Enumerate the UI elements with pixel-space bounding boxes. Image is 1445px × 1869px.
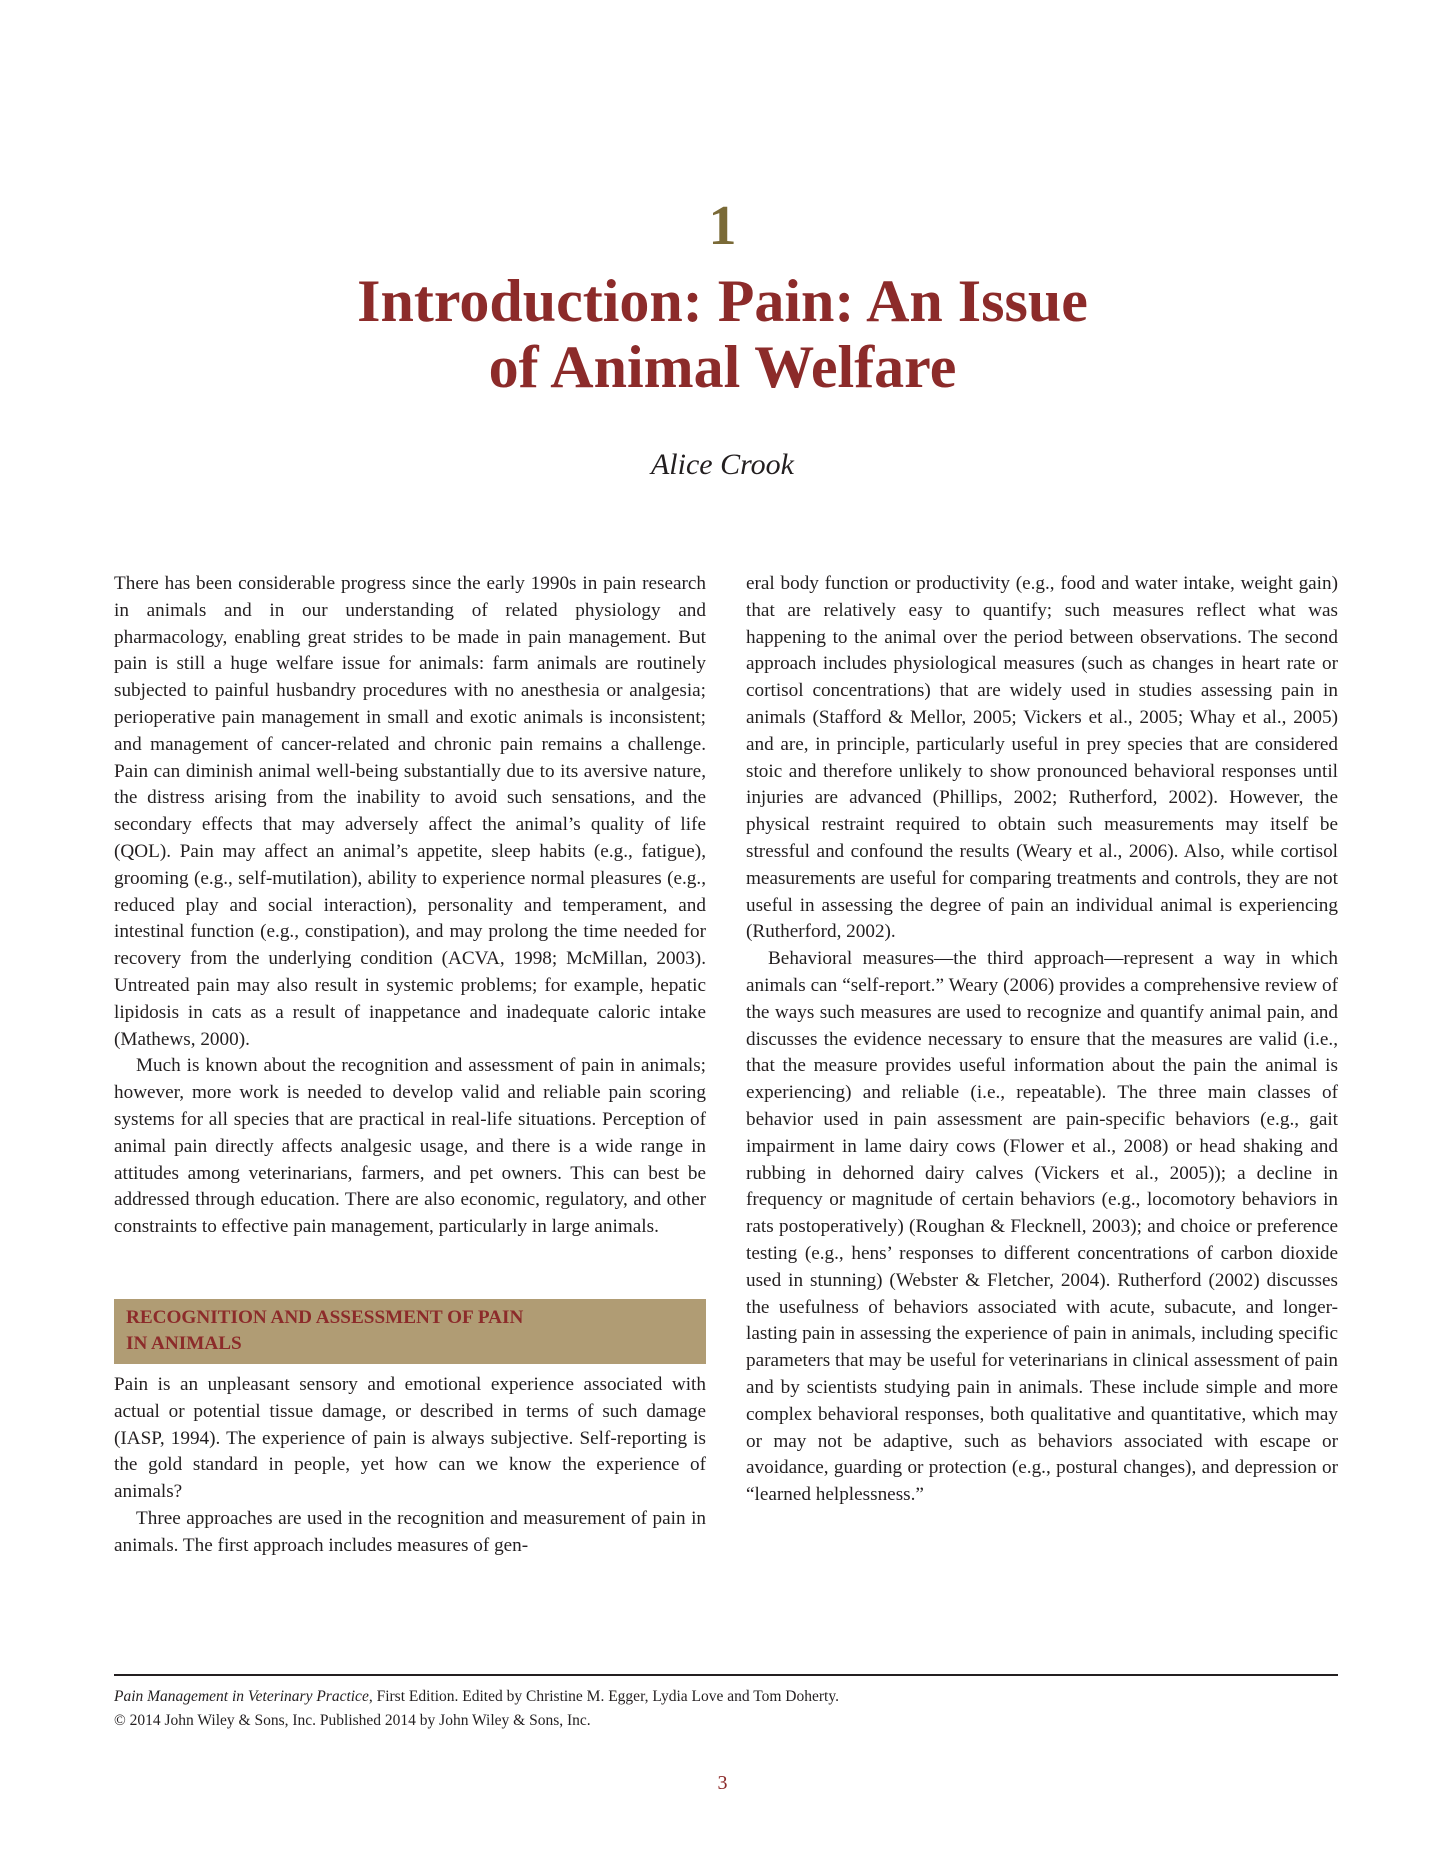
- body-paragraph: Three approaches are used in the recognition and measurement of pain in animals. The first approach includes measures of gen-: [114, 1507, 706, 1556]
- edition-text: , First Edition. Edited by Christine M. Egger, Lydia Love and Tom Doherty.: [368, 1688, 839, 1705]
- right-column: [746, 571, 1338, 1509]
- left-column: [114, 571, 706, 1560]
- body-paragraph: eral body function or productivity (e.g., food and water intake, weight gain) that are relatively easy to quantify; such measures reflect what was happening to the animal over the period between observations. The second approach includes physiological measures (such as changes in heart rate or cortisol concentrations) that are widely used in studies assessing pain in animals (Stafford & Mellor, 2005; Vickers et al., 2005; Whay et al., 2005) and are, in principle, particularly useful in prey species that are considered stoic and therefore unlikely to show pronounced behavioral responses until injuries are advanced (Phillips, 2002; Rutherford, 2002). However, the physical restraint required to obtain such measurements may itself be stressful and confound the results (Weary et al., 2006). Also, while cortisol measurements are useful for comparing treatments and controls, they are not useful in assessing the degree of pain an individual animal is experiencing (Rutherford, 2002).: [746, 573, 1338, 943]
- section-heading-line-2: IN ANIMALS: [126, 1332, 242, 1354]
- page-number: 3: [717, 1772, 728, 1794]
- footer-copyright: © 2014 John Wiley & Sons, Inc. Published 2014 by John Wiley & Sons, Inc.: [114, 1712, 591, 1729]
- section-heading-line-1: RECOGNITION AND ASSESSMENT OF PAIN: [126, 1306, 524, 1328]
- book-title: Pain Management in Veterinary Practice: [114, 1688, 369, 1705]
- body-paragraph: Behavioral measures—the third approach—represent a way in which animals can “self-report.” Weary (2006) provides a comprehensive review of the ways such measures are used to recognize and quantify animal pain, and discusses the evidence necessary to ensure that the measures are valid (i.e., that the measure provides useful information about the pain the animal is experiencing) and reliable (i.e., repeatable). The three main classes of behavior used in pain assessment are pain-specific behaviors (e.g., gait impairment in lame dairy cows (Flower et al., 2008) or head shaking and rubbing in dehorned dairy calves (Vickers et al., 2005)); a decline in frequency or magnitude of certain behaviors (e.g., locomotory behaviors in rats postoperatively) (Roughan & Flecknell, 2003); and choice or preference testing (e.g., hens’ responses to different concentrations of carbon dioxide used in stunning) (Webster & Fletcher, 2004). Rutherford (2002) discusses the usefulness of behaviors associated with acute, subacute, and longer-lasting pain in assessing the experience of pain in animals, including specific parameters that may be useful for veterinarians in clinical assessment of pain and by scientists studying pain in animals. These include simple and more complex behavioral responses, both qualitative and quantitative, which may or may not be adaptive, such as behaviors associated with escape or avoidance, guarding or protection (e.g., postural changes), and depression or “learned helplessness.”: [746, 948, 1338, 1506]
- chapter-title-line-2: of Animal Welfare: [488, 334, 957, 400]
- chapter-title: [0, 268, 1445, 400]
- chapter-number: 1: [708, 195, 737, 257]
- footer-citation: [114, 1685, 1338, 1733]
- footer-divider: [114, 1674, 1338, 1676]
- section-heading: [114, 1299, 706, 1364]
- chapter-title-line-1: Introduction: Pain: An Issue: [357, 268, 1088, 334]
- body-paragraph: Pain is an unpleasant sensory and emotional experience associated with actual or potential tissue damage, or described in terms of such damage (IASP, 1994). The experience of pain is always subjective. Self-reporting is the gold standard in people, yet how can we know the experience of animals?: [114, 1373, 706, 1503]
- author: Alice Crook: [650, 448, 794, 481]
- body-paragraph: Much is known about the recognition and assessment of pain in animals; however, more work is needed to develop valid and reliable pain scoring systems for all species that are practical in real-life situations. Perception of animal pain directly affects analgesic usage, and there is a wide range in attitudes among veterinarians, farmers, and pet owners. This can best be addressed through education. There are also economic, regulatory, and other constraints to effective pain management, particularly in large animals.: [114, 1055, 706, 1238]
- footer-line-1: [114, 1685, 1338, 1709]
- body-paragraph: There has been considerable progress since the early 1990s in pain research in animals and in our understanding of related physiology and pharmacology, enabling great strides to be made in pain management. But pain is still a huge welfare issue for animals: farm animals are routinely subjected to painful husbandry procedures with no anesthesia or analgesia; perioperative pain management in small and exotic animals is inconsistent; and management of cancer-related and chronic pain remains a challenge. Pain can diminish animal well-being substantially due to its aversive nature, the distress arising from the inability to avoid such sensations, and the secondary effects that may adversely affect the animal’s quality of life (QOL). Pain may affect an animal’s appetite, sleep habits (e.g., fatigue), grooming (e.g., self-mutilation), ability to experience normal pleasures (e.g., reduced play and social interaction), personality and temperament, and intestinal function (e.g., constipation), and may prolong the time needed for recovery from the underlying condition (ACVA, 1998; McMillan, 2003). Untreated pain may also result in systemic problems; for example, hepatic lipidosis in cats as a result of inappetance and inadequate caloric intake (Mathews, 2000).: [114, 573, 706, 1050]
